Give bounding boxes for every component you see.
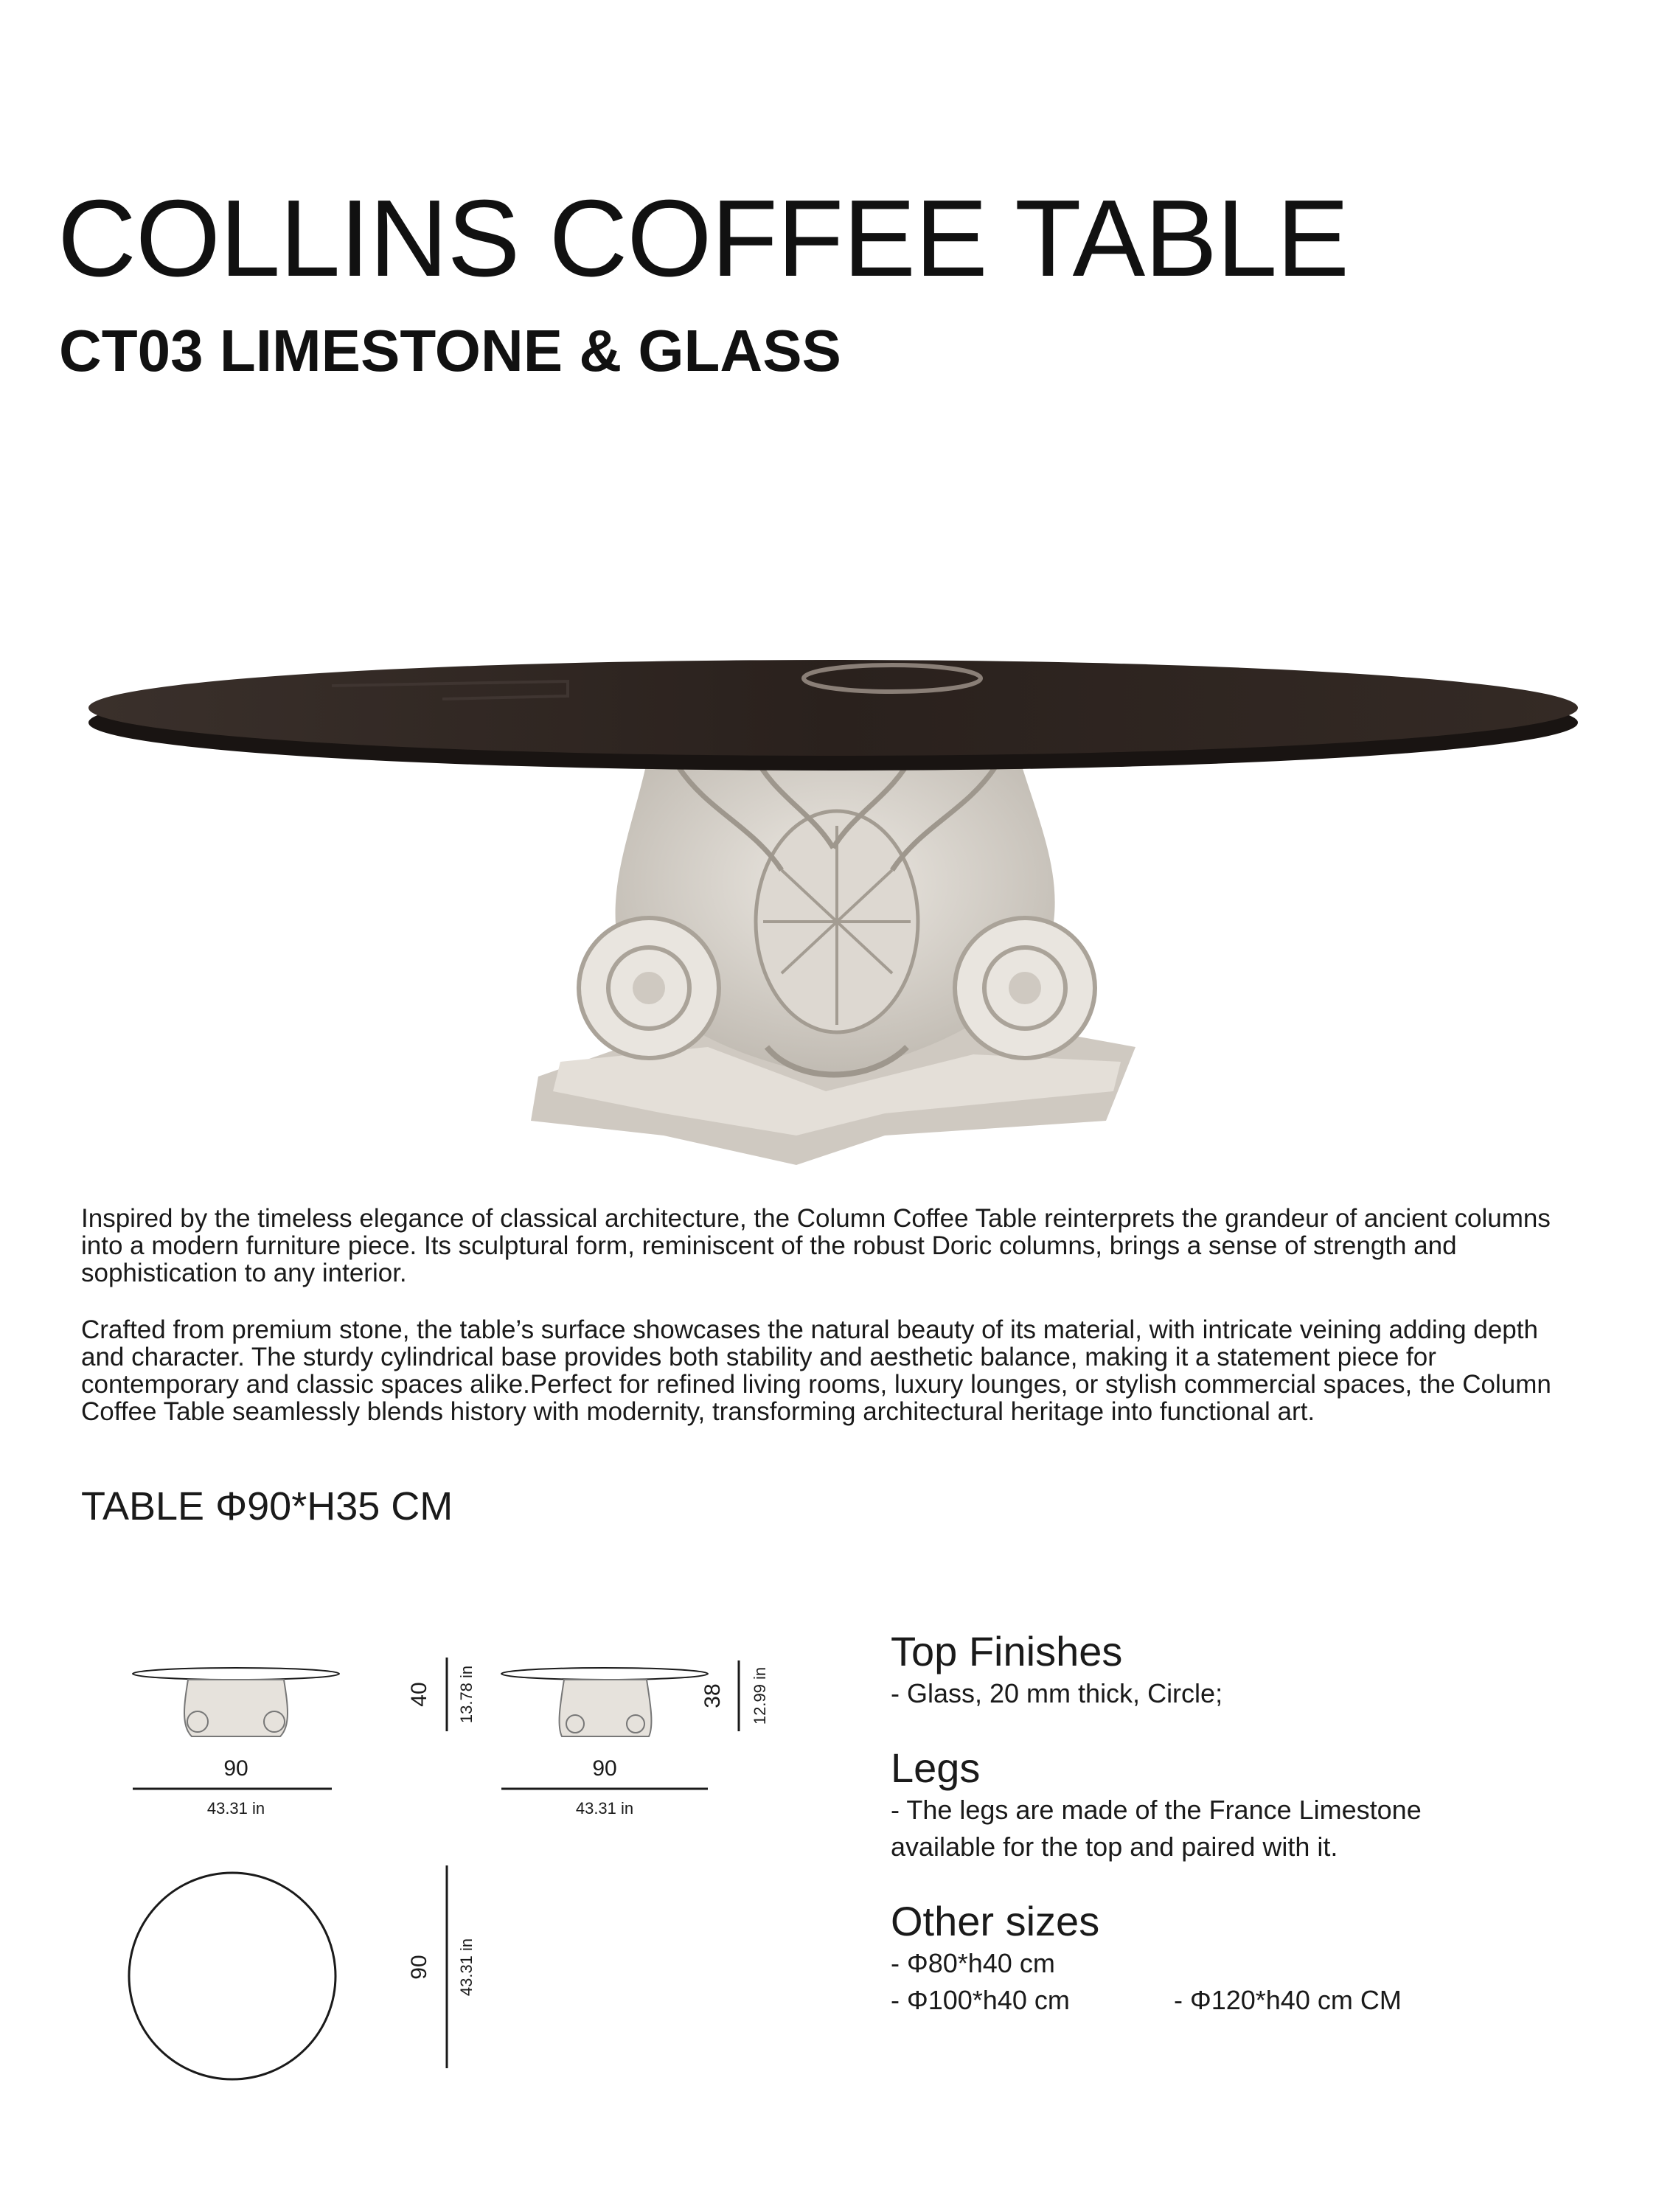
legs-line: available for the top and paired with it. <box>891 1832 1338 1862</box>
size-option: - Φ80*h40 cm <box>891 1948 1055 1978</box>
product-code: CT03 <box>59 318 204 383</box>
side-elevation-drawing <box>501 1660 769 1818</box>
product-description <box>81 1205 1571 1455</box>
side-width-label: 90 <box>592 1756 617 1781</box>
side-width-inches-label: 43.31 in <box>575 1799 634 1818</box>
top-diameter-inches-label: 43.31 in <box>457 1938 476 1997</box>
top-diameter-label: 90 <box>407 1955 431 1980</box>
other-sizes-section <box>891 1898 1591 2019</box>
side-height-inches-label: 12.99 in <box>751 1666 769 1725</box>
legs-heading: Legs <box>891 1745 981 1791</box>
front-height-label: 40 <box>407 1682 431 1707</box>
size-option: - Φ120*h40 cm CM <box>1174 1985 1402 2015</box>
front-elevation-drawing <box>133 1658 476 1818</box>
top-finishes-line: - Glass, 20 mm thick, Circle; <box>891 1678 1223 1708</box>
description-paragraph: Crafted from premium stone, the table’s surface showcases the natural beauty of its material, with intricate veining adding depth and character. The sturdy cylindrical base provides both stability and aesthetic balance, making it a statement piece for contemporary and classic spaces alike.Perfect for refined living rooms, luxury lounges, or stylish commercial spaces, the Column Coffee Table seamlessly blends history with modernity, transforming architectural heritage into functional art. <box>81 1315 1551 1426</box>
front-height-inches-label: 13.78 in <box>457 1665 476 1724</box>
top-finishes-heading: Top Finishes <box>891 1628 1123 1674</box>
product-material: LIMESTONE & GLASS <box>219 318 841 383</box>
other-sizes-heading: Other sizes <box>891 1898 1100 1944</box>
front-width-label: 90 <box>223 1756 248 1781</box>
technical-drawings <box>111 1644 848 2087</box>
glass-top <box>88 660 1578 771</box>
legs-line: - The legs are made of the France Limestone <box>891 1795 1422 1825</box>
description-paragraph: Inspired by the timeless elegance of classical architecture, the Column Coffee Table reinterprets the grandeur of ancient columns into a modern furniture piece. Its sculptural form, reminiscent of the robust Doric columns, brings a sense of strength and sophistication to any interior. <box>81 1204 1551 1287</box>
size-option: - Φ100*h40 cm <box>891 1985 1070 2015</box>
top-view-drawing <box>129 1865 476 2079</box>
product-title: COLLINS COFFEE TABLE <box>58 178 1349 299</box>
top-finishes-section <box>891 1628 1591 1712</box>
front-width-inches-label: 43.31 in <box>206 1799 265 1818</box>
product-image <box>88 605 1593 1165</box>
specifications <box>891 1628 1591 2051</box>
side-height-label: 38 <box>700 1683 725 1708</box>
product-subtitle <box>59 318 841 383</box>
dimensions-heading: TABLE Φ90*H35 CM <box>81 1484 453 1528</box>
limestone-base <box>531 752 1135 1165</box>
legs-section <box>891 1745 1591 1865</box>
